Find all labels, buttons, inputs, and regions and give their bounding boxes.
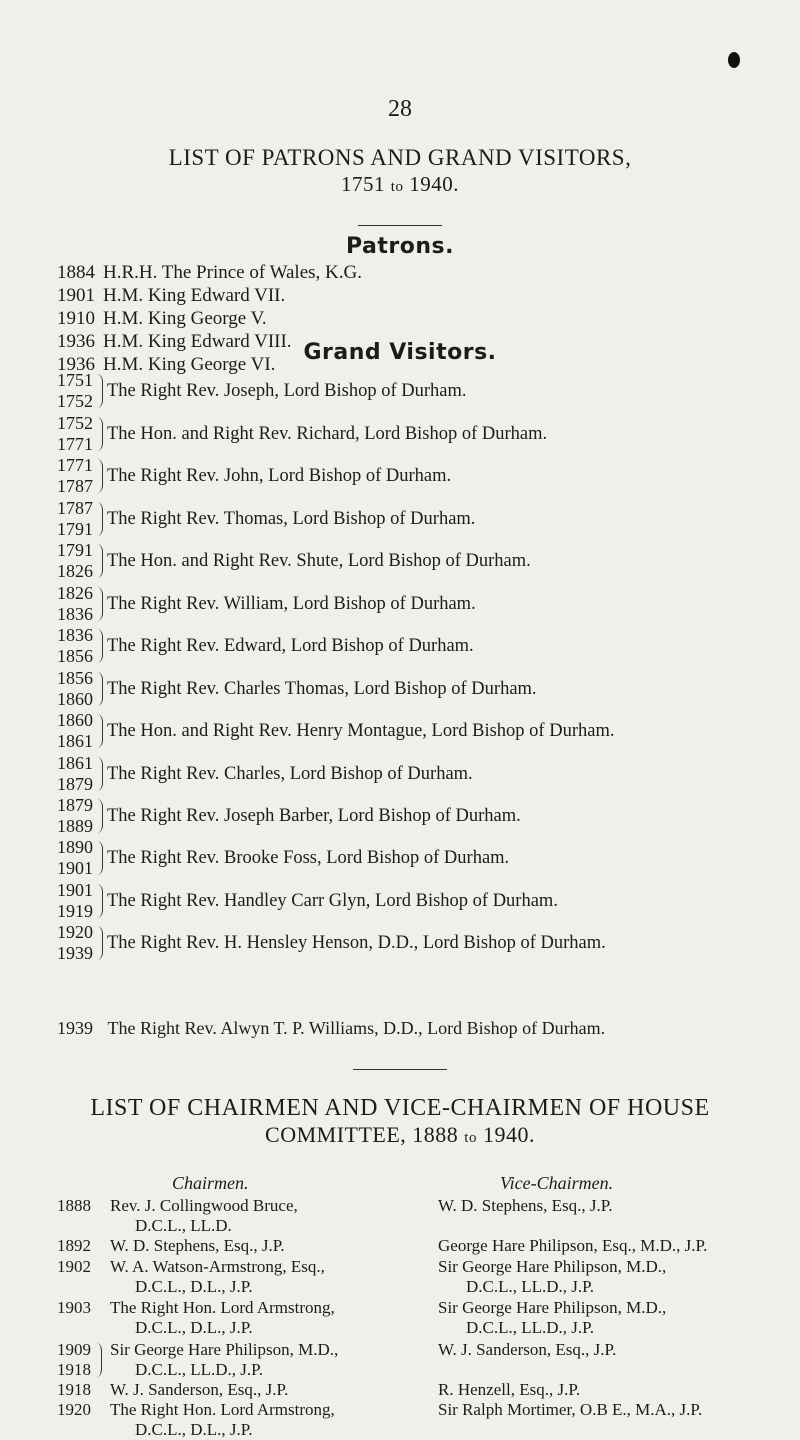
brace — [96, 502, 103, 536]
brace — [96, 714, 103, 748]
visitor-year-to: 1939 — [57, 943, 93, 963]
visitor-row — [0, 583, 800, 627]
grand-visitors-heading: Grand Visitors. — [303, 340, 497, 365]
visitor-year-from: 1901 — [57, 880, 93, 900]
page-number: 28 — [388, 96, 412, 122]
visitor-name: The Right Rev. Joseph Barber, Lord Bishop of Durham. — [107, 806, 521, 826]
vice-chairman-name: D.C.L., LL.D., J.P. — [466, 1277, 594, 1296]
date-to-word: to — [390, 179, 404, 195]
visitor-name: The Right Rev. H. Hensley Henson, D.D., Lord Bishop of Durham. — [107, 933, 606, 953]
chairman-name: The Right Hon. Lord Armstrong, — [110, 1298, 335, 1317]
chair-year: 1902 — [57, 1257, 91, 1276]
visitor-row — [0, 837, 800, 881]
chairman-name: W. A. Watson-Armstrong, Esq., — [110, 1257, 325, 1276]
visitor-year-to: 1879 — [57, 774, 93, 794]
patron-year: 1910 — [57, 308, 95, 329]
visitor-name: The Right Rev. Edward, Lord Bishop of Durham. — [107, 636, 474, 656]
visitor-year-from: 1856 — [57, 668, 93, 688]
visitor-year-to: 1860 — [57, 689, 93, 709]
main-title: LIST OF PATRONS AND GRAND VISITORS, — [168, 145, 632, 170]
chairman-name: D.C.L., LL.D. — [135, 1216, 232, 1235]
brace — [96, 629, 103, 663]
visitor-name: The Right Rev. William, Lord Bishop of Durham. — [107, 594, 476, 614]
brace — [96, 587, 103, 621]
vice-chairman-name: R. Henzell, Esq., J.P. — [438, 1380, 581, 1399]
chair-year: 1892 — [57, 1236, 91, 1255]
date-from: 1751 — [341, 172, 386, 196]
visitor-year-from: 1751 — [57, 370, 93, 390]
brace — [96, 757, 103, 791]
brace — [96, 926, 103, 960]
visitor-name: The Hon. and Right Rev. Shute, Lord Bishop of Durham. — [107, 551, 531, 571]
visitor-year-from: 1860 — [57, 710, 93, 730]
visitor-year-from: 1771 — [57, 455, 93, 475]
ink-blot — [728, 52, 740, 68]
brace — [96, 672, 103, 706]
chairman-name: The Right Hon. Lord Armstrong, — [110, 1400, 335, 1419]
brace — [96, 417, 103, 451]
visitor-row — [0, 753, 800, 797]
visitor-year-to: 1861 — [57, 731, 93, 751]
visitor-year-to: 1901 — [57, 858, 93, 878]
vice-chairman-name: Sir Ralph Mortimer, O.B E., M.A., J.P. — [438, 1400, 703, 1419]
visitor-year-to: 1752 — [57, 391, 93, 411]
last-visitor-year: 1939 — [57, 1018, 93, 1038]
vice-chairman-name: Sir George Hare Philipson, M.D., — [438, 1257, 667, 1276]
visitor-year-from: 1836 — [57, 625, 93, 645]
visitor-name: The Right Rev. Charles Thomas, Lord Bishop of Durham. — [107, 679, 537, 699]
date-to-word: to — [464, 1130, 477, 1146]
visitor-year-from: 1826 — [57, 583, 93, 603]
visitor-year-from: 1920 — [57, 922, 93, 942]
visitor-year-to: 1919 — [57, 901, 93, 921]
vice-chairman-name: W. D. Stephens, Esq., J.P. — [438, 1196, 613, 1215]
visitor-year-to: 1791 — [57, 519, 93, 539]
chair-year: 1903 — [57, 1298, 91, 1317]
last-visitor-name: The Right Rev. Alwyn T. P. Williams, D.D., Lord Bishop of Durham. — [107, 1018, 606, 1038]
patron-name: H.R.H. The Prince of Wales, K.G. — [103, 262, 362, 283]
visitor-name: The Right Rev. Charles, Lord Bishop of Durham. — [107, 764, 473, 784]
divider — [358, 225, 442, 226]
visitor-year-from: 1752 — [57, 413, 93, 433]
patron-name: H.M. King George V. — [103, 308, 267, 329]
chairman-name: Sir George Hare Philipson, M.D., — [110, 1340, 339, 1359]
patron-name: H.M. King George VI. — [103, 354, 276, 375]
visitor-row — [0, 922, 800, 966]
chair-year-end: 1918 — [57, 1360, 91, 1379]
visitor-year-to: 1856 — [57, 646, 93, 666]
visitor-name: The Hon. and Right Rev. Henry Montague, Lord Bishop of Durham. — [107, 721, 615, 741]
patron-year: 1884 — [57, 262, 95, 283]
chair-year: 1909 — [57, 1340, 91, 1359]
visitor-row — [0, 668, 800, 712]
visitor-row — [0, 455, 800, 499]
chairmen-title-text: COMMITTEE, 1888 — [265, 1122, 459, 1147]
vice-chairman-name: George Hare Philipson, Esq., M.D., J.P. — [438, 1236, 708, 1255]
chairman-name: D.C.L., D.L., J.P. — [135, 1277, 253, 1296]
chairman-name: D.C.L., LL.D., J.P. — [135, 1360, 263, 1379]
visitor-name: The Right Rev. Handley Carr Glyn, Lord Bishop of Durham. — [107, 891, 558, 911]
chair-year: 1888 — [57, 1196, 91, 1215]
visitor-row — [0, 625, 800, 669]
visitor-year-to: 1889 — [57, 816, 93, 836]
divider — [353, 1069, 447, 1070]
brace — [96, 884, 103, 918]
brace — [96, 799, 103, 833]
visitor-row — [0, 540, 800, 584]
date-until: 1940. — [409, 172, 459, 196]
patron-year: 1936 — [57, 354, 95, 375]
brace — [96, 459, 103, 493]
visitor-row — [0, 880, 800, 924]
vice-chairmen-heading: Vice-Chairmen. — [500, 1173, 614, 1193]
visitor-year-to: 1771 — [57, 434, 93, 454]
main-title-dates — [0, 172, 800, 197]
visitor-row — [0, 498, 800, 542]
patron-year: 1901 — [57, 285, 95, 306]
chairmen-title-dates — [0, 1122, 800, 1148]
brace — [96, 544, 103, 578]
patrons-heading: Patrons. — [346, 234, 454, 259]
visitor-year-from: 1861 — [57, 753, 93, 773]
patron-name: H.M. King Edward VIII. — [103, 331, 292, 352]
visitor-row — [0, 795, 800, 839]
visitor-name: The Right Rev. Thomas, Lord Bishop of Durham. — [107, 509, 476, 529]
chairman-name: W. D. Stephens, Esq., J.P. — [110, 1236, 285, 1255]
visitor-year-from: 1890 — [57, 837, 93, 857]
visitor-year-from: 1791 — [57, 540, 93, 560]
brace — [96, 841, 103, 875]
chair-year: 1918 — [57, 1380, 91, 1399]
date-until: 1940. — [482, 1122, 535, 1147]
patron-year: 1936 — [57, 331, 95, 352]
chairmen-title: LIST OF CHAIRMEN AND VICE-CHAIRMEN OF HOUSE — [90, 1095, 710, 1121]
visitor-year-from: 1879 — [57, 795, 93, 815]
visitor-year-to: 1787 — [57, 476, 93, 496]
visitor-name: The Hon. and Right Rev. Richard, Lord Bishop of Durham. — [107, 424, 548, 444]
visitor-row — [0, 413, 800, 457]
chairman-name: D.C.L., D.L., J.P. — [135, 1318, 253, 1337]
visitor-row — [0, 710, 800, 754]
visitor-name: The Right Rev. Joseph, Lord Bishop of Durham. — [107, 381, 467, 401]
chair-year: 1920 — [57, 1400, 91, 1419]
visitor-row — [0, 370, 800, 414]
chairman-name: Rev. J. Collingwood Bruce, — [110, 1196, 298, 1215]
visitor-year-to: 1836 — [57, 604, 93, 624]
chairmen-heading: Chairmen. — [172, 1173, 249, 1193]
visitor-name: The Right Rev. Brooke Foss, Lord Bishop of Durham. — [107, 848, 510, 868]
vice-chairman-name: Sir George Hare Philipson, M.D., — [438, 1298, 667, 1317]
vice-chairman-name: D.C.L., LL.D., J.P. — [466, 1318, 594, 1337]
chairman-name: W. J. Sanderson, Esq., J.P. — [110, 1380, 289, 1399]
visitor-name: The Right Rev. John, Lord Bishop of Durham. — [107, 466, 452, 486]
vice-chairman-name: W. J. Sanderson, Esq., J.P. — [438, 1340, 617, 1359]
chairman-name: D.C.L., D.L., J.P. — [135, 1420, 253, 1439]
brace — [96, 1343, 102, 1377]
patron-name: H.M. King Edward VII. — [103, 285, 286, 306]
last-visitor — [57, 1018, 605, 1039]
brace — [96, 374, 103, 408]
visitor-year-from: 1787 — [57, 498, 93, 518]
visitor-year-to: 1826 — [57, 561, 93, 581]
